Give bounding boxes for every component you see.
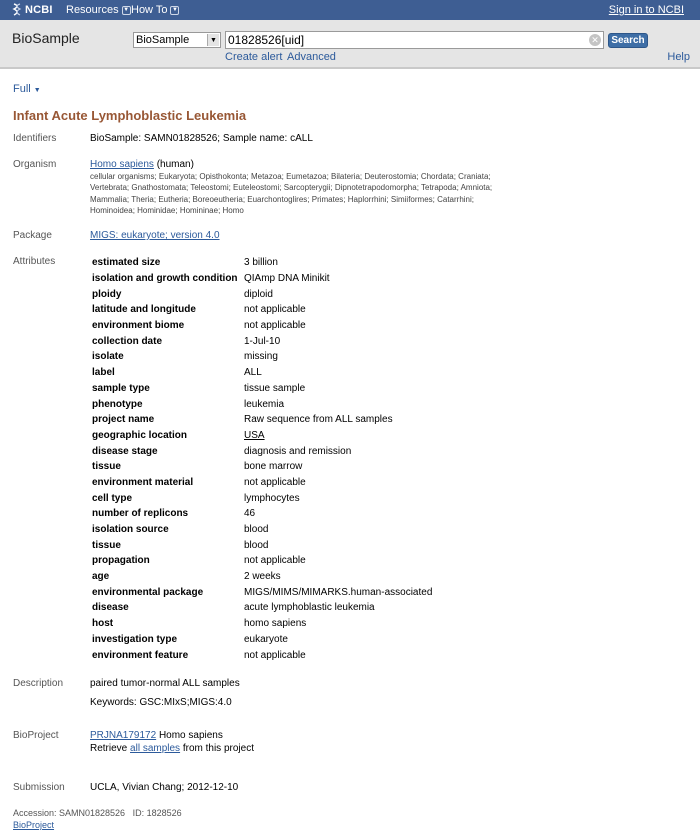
attribute-row: [90, 490, 432, 506]
attribute-name: environment feature: [92, 649, 189, 661]
attribute-row: [90, 537, 432, 553]
chevron-down-icon: ▼: [123, 7, 130, 13]
attribute-name: environmental package: [92, 586, 204, 598]
bioproject-organism: Homo sapiens: [158, 730, 223, 741]
attribute-name: estimated size: [92, 257, 161, 269]
database-select[interactable]: [133, 32, 221, 48]
attribute-value: diploid: [244, 288, 273, 300]
organism-lineage: cellular organisms; Eukaryota; Opisthokonta; Metazoa; Eumetazoa; Bilateria; Deuterostomia; Chordata; Craniata; Vertebrata; Gnathostomata; Teleostomi; Euteleostomi; Sarcopterygii; Dipnotetrapodomorpha; Tetrapoda; Amniota; Mammalia; Theria; Eutheria; Boreoeutheria; Euarchontoglires; Primates; Haplorrhini; Simiiformes; Catarrhini; Hominoidea; Hominidae; Homininae; Homo: [90, 172, 493, 215]
attribute-name: ploidy: [92, 288, 122, 300]
package-label: Package: [13, 230, 52, 241]
attribute-row: [90, 349, 432, 365]
retrieve-samples: [90, 743, 254, 754]
attribute-value: blood: [244, 539, 269, 551]
ncbi-logo-text: NCBI: [25, 3, 53, 16]
attribute-row: [90, 475, 432, 491]
ncbi-logo-icon: [12, 3, 22, 16]
submission-label: Submission: [13, 782, 65, 793]
attribute-row: [90, 553, 432, 569]
retrieve-prefix: Retrieve: [90, 743, 128, 754]
bioproject-link[interactable]: PRJNA179172: [90, 730, 157, 741]
chevron-down-icon: ▼: [172, 7, 178, 13]
footer-bioproject-link[interactable]: BioProject: [13, 820, 55, 830]
attribute-name: collection date: [92, 335, 163, 347]
retrieve-suffix: from this project: [182, 743, 254, 754]
attribute-name: disease: [92, 602, 129, 614]
attribute-row: [90, 412, 432, 428]
attribute-row: [90, 333, 432, 349]
description-label: Description: [13, 678, 64, 689]
attribute-value: 2 weeks: [244, 571, 281, 583]
attribute-value: not applicable: [244, 555, 306, 567]
attribute-value: Raw sequence from ALL samples: [244, 414, 393, 426]
attribute-row: [90, 365, 432, 381]
attribute-row: [90, 506, 432, 522]
attribute-row: [90, 443, 432, 459]
organism-link[interactable]: Homo sapiens: [90, 159, 154, 170]
attribute-row: [90, 302, 432, 318]
attribute-value: MIGS/MIMS/MIMARKS.human-associated: [244, 586, 433, 598]
attribute-name: environment biome: [92, 320, 185, 332]
attribute-row: [90, 647, 432, 663]
display-format-label: Full: [13, 83, 31, 95]
attribute-name: host: [92, 618, 114, 630]
sign-in-link[interactable]: Sign in to NCBI: [608, 4, 684, 16]
display-format-menu[interactable]: [13, 83, 41, 95]
attribute-name: investigation type: [92, 633, 178, 645]
attribute-value-link[interactable]: USA: [244, 429, 265, 441]
attribute-value: not applicable: [244, 649, 306, 661]
attribute-row: [90, 318, 432, 334]
package-link[interactable]: MIGS: eukaryote; version 4.0: [90, 230, 220, 241]
attributes-label: Attributes: [13, 256, 56, 267]
identifiers-value: BioSample: SAMN01828526; Sample name: cALL: [90, 133, 313, 144]
attribute-row: [90, 428, 432, 444]
attribute-name: age: [92, 571, 110, 583]
attribute-value: 3 billion: [244, 257, 278, 269]
attribute-value: 46: [244, 508, 256, 520]
attribute-name: isolate: [92, 351, 124, 363]
attribute-value: acute lymphoblastic leukemia: [244, 602, 375, 614]
caret-down-icon: ▼: [33, 87, 41, 94]
top-nav-bar: [0, 0, 700, 20]
bioproject-label: BioProject: [13, 730, 59, 741]
attribute-value: blood: [244, 524, 269, 536]
attribute-value: homo sapiens: [244, 618, 307, 630]
attribute-row: [90, 286, 432, 302]
search-input[interactable]: [225, 31, 604, 49]
attribute-name: cell type: [92, 492, 133, 504]
attribute-name: isolation source: [92, 524, 169, 536]
attribute-name: project name: [92, 414, 155, 426]
attribute-value: ALL: [244, 367, 262, 379]
description-value: paired tumor-normal ALL samples: [90, 678, 240, 689]
attribute-value: QIAmp DNA Minikit: [244, 273, 330, 285]
attribute-value: not applicable: [244, 320, 306, 332]
attribute-row: [90, 271, 432, 287]
attribute-name: propagation: [92, 555, 150, 567]
ncbi-logo[interactable]: [12, 3, 53, 16]
attribute-row: [90, 255, 432, 271]
record-title: Infant Acute Lymphoblastic Leukemia: [13, 108, 247, 123]
attributes-table: [90, 255, 432, 663]
advanced-search-link[interactable]: Advanced: [287, 51, 336, 63]
dropdown-arrow-icon: ▼: [207, 34, 219, 46]
attribute-name: environment material: [92, 476, 194, 488]
howto-menu[interactable]: [131, 4, 179, 16]
attribute-value: bone marrow: [244, 461, 303, 473]
attribute-value: not applicable: [244, 476, 306, 488]
attribute-value: diagnosis and remission: [244, 445, 352, 457]
attribute-name: number of replicons: [92, 508, 189, 520]
database-select-value: BioSample: [136, 34, 190, 46]
accession-info: Accession: SAMN01828526 ID: 1828526: [13, 808, 182, 818]
attribute-name: label: [92, 367, 115, 379]
attribute-name: geographic location: [92, 429, 188, 441]
resources-menu[interactable]: [66, 4, 131, 16]
organism-common-name: (human): [156, 159, 194, 170]
attribute-value: not applicable: [244, 304, 306, 316]
attribute-row: [90, 616, 432, 632]
attribute-value: missing: [244, 351, 278, 363]
submission-value: UCLA, Vivian Chang; 2012-12-10: [90, 782, 239, 793]
attribute-name: isolation and growth condition: [92, 273, 238, 285]
search-button[interactable]: Search: [608, 33, 648, 48]
organism-value: [90, 159, 194, 170]
attribute-row: [90, 396, 432, 412]
attribute-row: [90, 632, 432, 648]
search-header: [0, 20, 700, 69]
attribute-name: disease stage: [92, 445, 158, 457]
create-alert-link[interactable]: Create alert: [225, 51, 283, 63]
resources-menu-label: Resources: [66, 4, 119, 16]
attribute-value: 1-Jul-10: [244, 335, 281, 347]
identifiers-label: Identifiers: [13, 133, 57, 144]
attribute-name: latitude and longitude: [92, 304, 196, 316]
attribute-value: tissue sample: [244, 382, 306, 394]
attribute-row: [90, 459, 432, 475]
attribute-name: tissue: [92, 539, 121, 551]
attribute-name: sample type: [92, 382, 150, 394]
organism-label: Organism: [13, 159, 57, 170]
attribute-name: tissue: [92, 461, 121, 473]
help-link[interactable]: Help: [667, 51, 690, 63]
attribute-value: leukemia: [244, 398, 285, 410]
howto-menu-label: How To: [131, 4, 168, 16]
clear-search-icon[interactable]: ✕: [589, 34, 601, 46]
attribute-value: lymphocytes: [244, 492, 300, 504]
database-title: BioSample: [12, 30, 80, 46]
attribute-row: [90, 569, 432, 585]
attribute-row: [90, 600, 432, 616]
keywords: Keywords: GSC:MIxS;MIGS:4.0: [90, 697, 232, 708]
attribute-value: eukaryote: [244, 633, 288, 645]
attribute-row: [90, 381, 432, 397]
attribute-name: phenotype: [92, 398, 143, 410]
attribute-row: [90, 522, 432, 538]
attribute-row: [90, 584, 432, 600]
all-samples-link[interactable]: all samples: [130, 743, 181, 754]
bioproject-value: [90, 730, 223, 741]
